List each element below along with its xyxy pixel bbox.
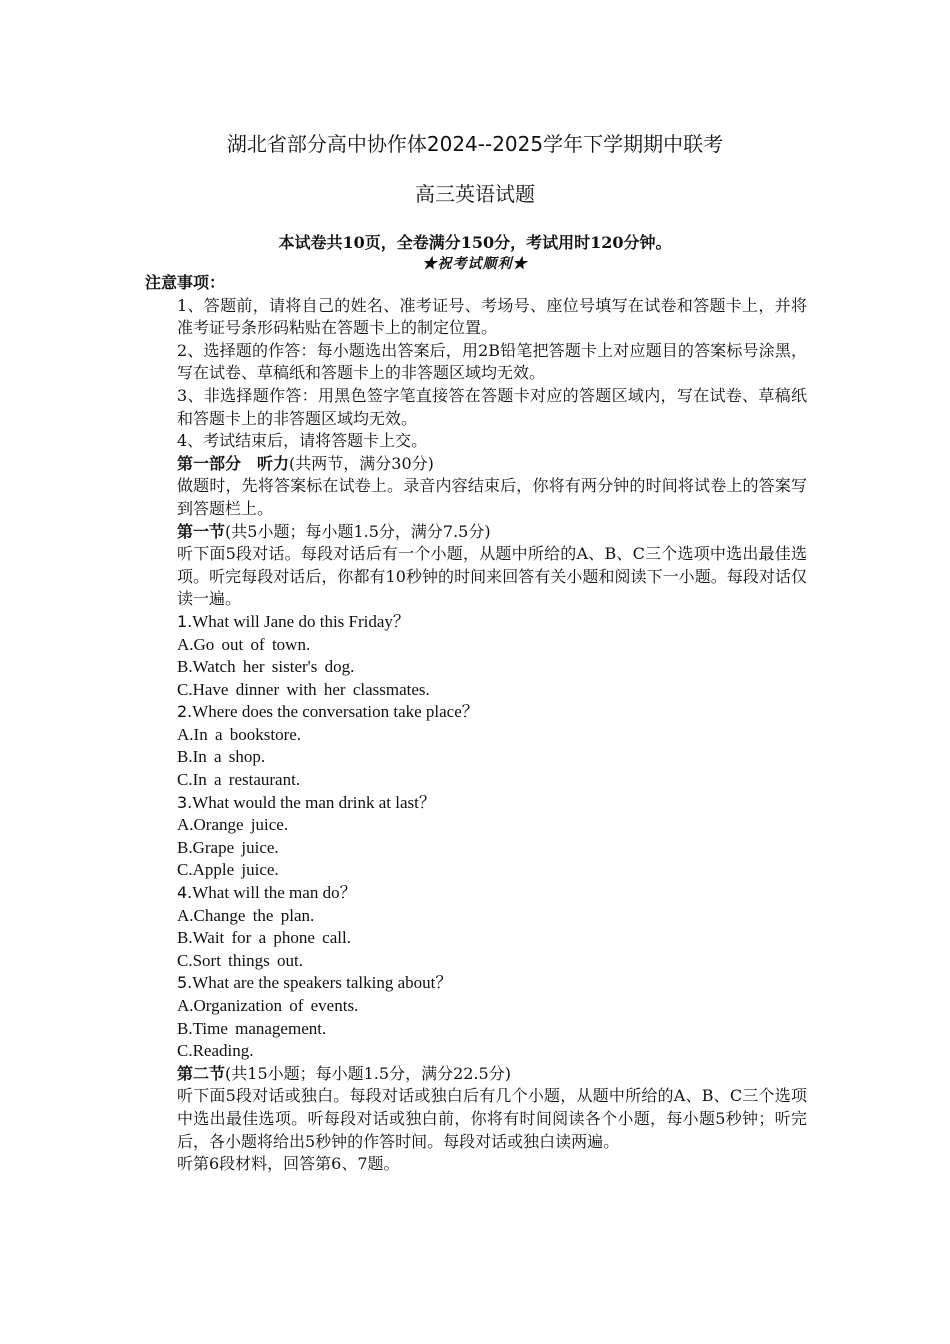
section2-heading-rest: (共15小题；每小题1.5分，满分22.5分) <box>225 1063 511 1083</box>
section1-heading-bold: 第一节 <box>177 521 226 541</box>
question-number: 1. <box>177 611 193 631</box>
option-c: C.Apple juice. <box>177 860 279 880</box>
part1-heading <box>145 453 807 476</box>
exam-body <box>145 272 807 1176</box>
section2-instruction: 听下面5段对话或独白。每段对话或独白后有几个小题，从题中所给的A、B、C三个选项中选出最佳选项。听每段对话或独白前，你将有时间阅读各个小题，每小题5秒钟；听完后，各小题将给出5秒钟的作答时间。每段对话或独白读两遍。 <box>177 1086 807 1151</box>
section1-heading-rest: (共5小题；每小题1.5分，满分7.5分) <box>225 521 491 541</box>
question-number: 2. <box>177 702 193 722</box>
option-a: A.Orange juice. <box>177 815 289 835</box>
option-a: A.Organization of events. <box>177 996 359 1015</box>
question-stem <box>145 792 807 815</box>
question-text: What will the man do？ <box>192 883 357 903</box>
section2-heading <box>145 1063 807 1086</box>
option-c: C.Have dinner with her classmates. <box>177 679 430 699</box>
section2-next: 听第6段材料，回答第6、7题。 <box>177 1154 400 1174</box>
question-text: What are the speakers talking about？ <box>192 973 453 993</box>
note-2: 2、选择题的作答：每小题选出答案后，用2B铅笔把答题卡上对应题目的答案标号涂黑，写在试卷、草稿纸和答题卡上的非答题区域均无效。 <box>177 340 807 383</box>
section2-heading-bold: 第二节 <box>177 1063 226 1083</box>
note-1: 1、答题前，请将自己的姓名、准考证号、考场号、座位号填写在试卷和答题卡上，并将准考证号条形码粘贴在答题卡上的制定位置。 <box>177 295 807 338</box>
part1-heading-bold: 第一部分 听力 <box>177 453 290 473</box>
option-b: B.In a shop. <box>177 747 266 767</box>
option-b: B.Watch her sister's dog. <box>177 657 355 677</box>
notes-heading: 注意事项： <box>145 273 226 292</box>
question-2 <box>145 701 807 791</box>
question-1 <box>145 611 807 701</box>
exam-subtitle: 高三英语试题 <box>415 182 535 206</box>
question-stem <box>145 882 807 905</box>
question-text: What would the man drink at last？ <box>192 792 436 812</box>
exam-info: 本试卷共10页，全卷满分150分，考试用时120分钟。 <box>278 233 672 252</box>
exam-title: 湖北省部分高中协作体2024--2025学年下学期期中联考 <box>226 132 724 156</box>
section1-instruction: 听下面5段对话。每段对话后有一个小题，从题中所给的A、B、C三个选项中选出最佳选项。听完每段对话后，你都有10秒钟的时间来回答有关小题和阅读下一小题。每段对话仅读一遍。 <box>177 544 807 609</box>
question-5 <box>145 972 807 1062</box>
option-c: C.Sort things out. <box>177 950 303 970</box>
option-c: C.Reading. <box>177 1041 254 1061</box>
note-4: 4、考试结束后，请将答题卡上交。 <box>177 431 428 451</box>
question-number: 3. <box>177 792 193 812</box>
section1-heading <box>145 521 807 544</box>
question-3 <box>145 792 807 882</box>
question-stem <box>145 611 807 634</box>
question-text: What will Jane do this Friday？ <box>192 611 410 631</box>
option-a: A.In a bookstore. <box>177 724 302 744</box>
option-b: B.Wait for a phone call. <box>177 928 351 948</box>
option-b: B.Time management. <box>177 1018 327 1038</box>
option-a: A.Go out of town. <box>177 634 311 654</box>
question-number: 4. <box>177 883 193 903</box>
question-4 <box>145 882 807 972</box>
note-3: 3、非选择题作答：用黑色签字笔直接答在答题卡对应的答题区域内，写在试卷、草稿纸和答题卡上的非答题区域均无效。 <box>177 385 807 428</box>
option-b: B.Grape juice. <box>177 837 279 857</box>
question-text: Where does the conversation take place？ <box>192 702 479 722</box>
option-c: C.In a restaurant. <box>177 770 301 790</box>
question-stem <box>145 701 807 724</box>
question-number: 5. <box>177 973 193 993</box>
exam-wish: ★祝考试顺利★ <box>422 256 528 272</box>
option-a: A.Change the plan. <box>177 905 315 925</box>
part1-heading-rest: (共两节，满分30分) <box>289 453 434 473</box>
question-stem <box>145 972 807 995</box>
part1-instruction: 做题时，先将答案标在试卷上。录音内容结束后，你将有两分钟的时间将试卷上的答案写到答题栏上。 <box>177 476 807 518</box>
